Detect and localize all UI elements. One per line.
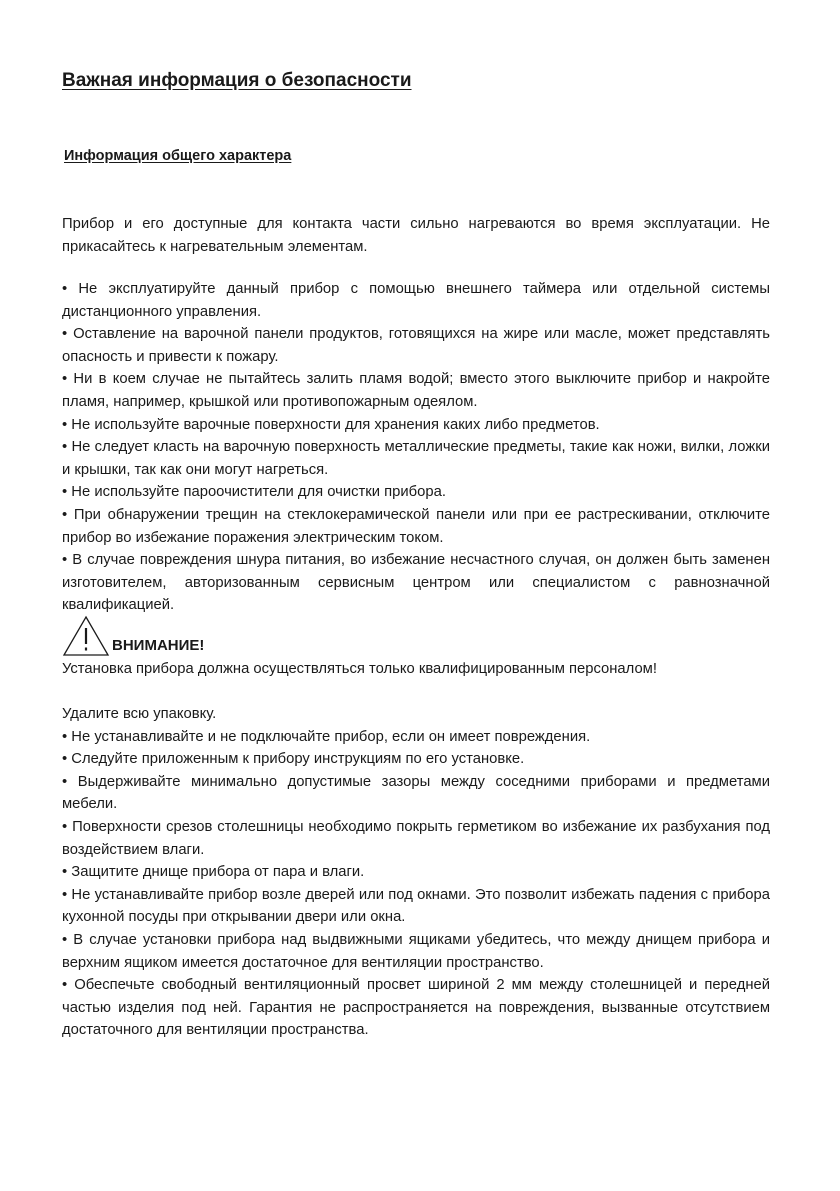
- list-item: • При обнаружении трещин на стеклокерамической панели или при ее растрескивании, отключите прибор во избежание поражения электрическим током.: [62, 506, 770, 546]
- list-item: • В случае повреждения шнура питания, во избежание несчастного случая, он должен быть заменен изготовителем, авторизованным сервисным центром или специалистом с равнозначной квалификацией.: [62, 552, 770, 614]
- warning-label: ВНИМАНИЕ!: [112, 637, 205, 654]
- list-item: • Обеспечьте свободный вентиляционный просвет шириной 2 мм между столешницей и передней частью изделия под ней. Гарантия не распространяется на повреждения, вызванные отсутствием достаточного для вентиляции пространства.: [62, 977, 770, 1039]
- list-item: • Не устанавливайте и не подключайте прибор, если он имеет повреждения.: [62, 728, 591, 745]
- section-title: Информация общего характера: [64, 148, 292, 164]
- general-safety-list: [62, 278, 770, 617]
- list-item: • Оставление на варочной панели продуктов, готовящихся на жире или масле, может представлять опасность и привести к пожару.: [62, 326, 770, 365]
- warning-triangle-icon: [62, 615, 110, 657]
- list-item: Удалите всю упаковку.: [62, 706, 217, 722]
- warning-text: Установка прибора должна осуществляться только квалифицированным персоналом!: [62, 661, 657, 677]
- list-item: • Не следует класть на варочную поверхность металлические предметы, такие как ножи, вилки, ложки и крышки, так как они могут нагреться.: [62, 439, 770, 478]
- list-item: • Выдерживайте минимально допустимые зазоры между соседними приборами и предметами мебели.: [62, 773, 770, 813]
- intro-paragraph: Прибор и его доступные для контакта части сильно нагреваются во время эксплуатации. Не прикасайтесь к нагревательным элементам.: [62, 216, 770, 255]
- list-item: • Ни в коем случае не пытайтесь залить пламя водой; вместо этого выключите прибор и накройте пламя, например, крышкой или противопожарным одеялом.: [62, 371, 770, 410]
- installation-list: [62, 703, 770, 1042]
- list-item: • Поверхности срезов столешницы необходимо покрыть герметиком во избежание их разбухания под воздействием влаги.: [62, 818, 770, 858]
- list-item: • Не используйте пароочистители для очистки прибора.: [62, 484, 446, 501]
- list-item: • Защитите днище прибора от пара и влаги.: [62, 864, 365, 881]
- list-item: • Не используйте варочные поверхности для хранения каких либо предметов.: [62, 416, 600, 433]
- list-item: • В случае установки прибора над выдвижными ящиками убедитесь, что между днищем прибора и верхним ящиком имеется достаточное для вентиляции пространство.: [62, 931, 770, 971]
- warning-header: [62, 615, 770, 659]
- intro-paragraph-block: [62, 213, 770, 258]
- page-title: Важная информация о безопасности: [62, 70, 412, 91]
- warning-text-block: [62, 658, 770, 681]
- list-item: • Не устанавливайте прибор возле дверей или под окнами. Это позволит избежать падения с прибора кухонной посуды при открывании двери или окна.: [62, 886, 770, 926]
- list-item: • Следуйте приложенным к прибору инструкциям по его установке.: [62, 751, 525, 768]
- list-item: • Не эксплуатируйте данный прибор с помощью внешнего таймера или отдельной системы дистанционного управления.: [62, 281, 770, 320]
